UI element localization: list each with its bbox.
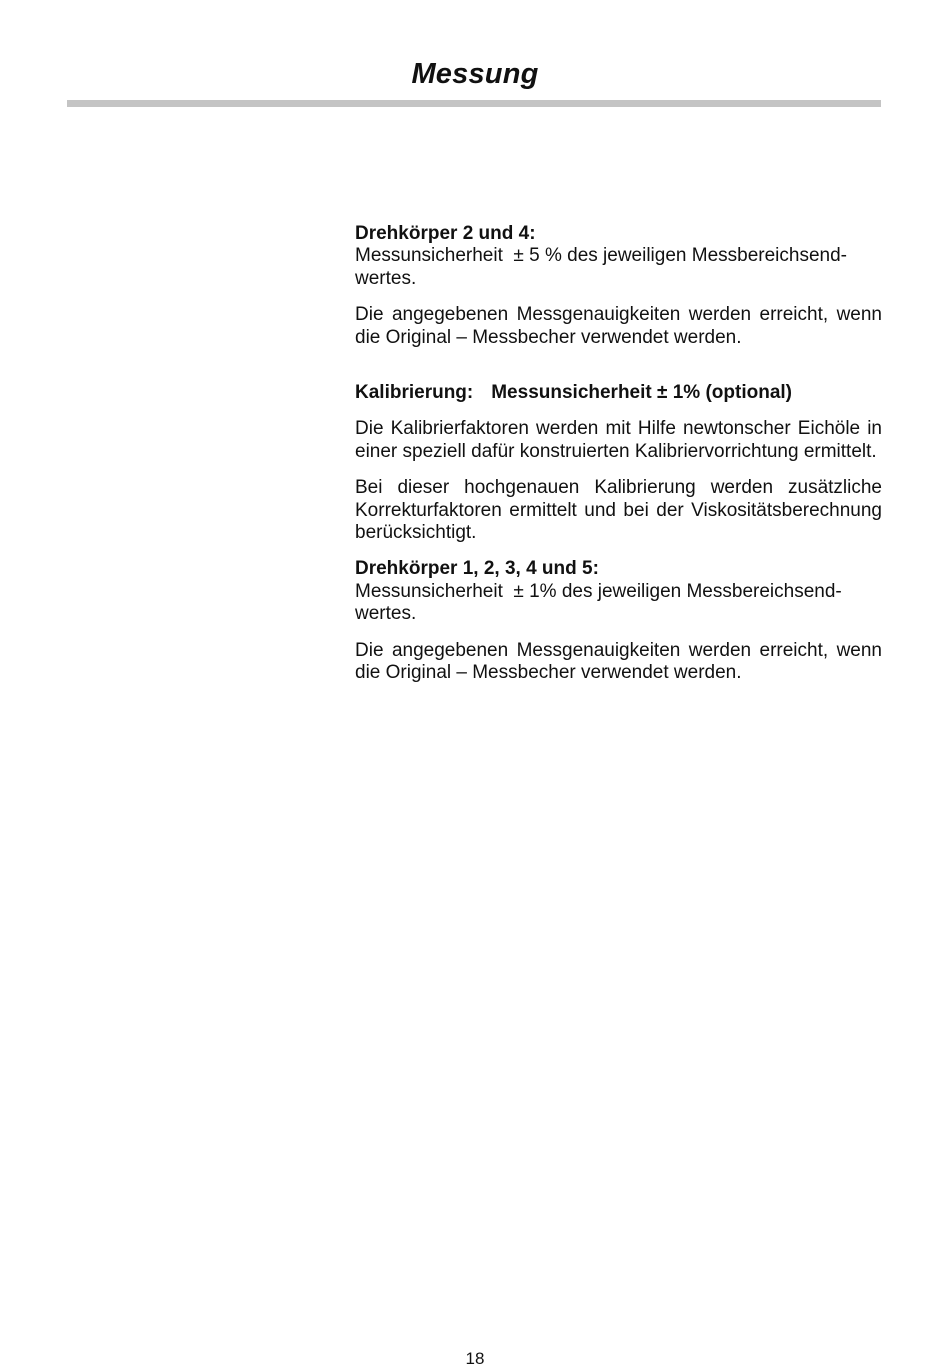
paragraph-correction-factors: Bei dieser hochgenauen Kalibrierung werden zusätzliche Korrekturfaktoren ermittelt und bei der Viskositätsberechnung berücksichtigt.	[355, 477, 882, 544]
section-drehkoerper-1-5	[355, 558, 882, 625]
main-content	[355, 223, 882, 699]
paragraph-line	[355, 245, 882, 267]
paragraph-accuracy-note: Die angegebenen Messgenauigkeiten werden erreicht, wenn die Original – Messbecher verwendet werden.	[355, 639, 882, 684]
paragraph-line	[355, 581, 882, 603]
section-drehkoerper-2-4	[355, 223, 882, 290]
page-number: 18	[465, 1349, 485, 1368]
calibration-heading	[355, 382, 882, 404]
paragraph-accuracy-note: Die angegebenen Messgenauigkeiten werden erreicht, wenn die Original – Messbecher verwendet werden.	[355, 304, 882, 348]
section-heading: Drehkörper 2 und 4:	[355, 223, 536, 244]
calibration-value: Messunsicherheit ± 1% (optional)	[491, 382, 792, 404]
paragraph-line: wertes.	[355, 267, 417, 289]
paragraph-line: wertes.	[355, 603, 417, 625]
calibration-label: Kalibrierung:	[355, 382, 474, 404]
title-rule	[67, 100, 881, 107]
paragraph-calibration-factors: Die Kalibrierfaktoren werden mit Hilfe newtonscher Eichöle in einer speziell dafür konstruierten Kalibriervorrichtung ermittelt.	[355, 418, 882, 462]
section-heading: Drehkörper 1, 2, 3, 4 und 5:	[355, 558, 599, 580]
paragraph-text: Messunsicherheit ± 1% des jeweiligen Messbereichsend-	[355, 580, 842, 602]
paragraph-text: Messunsicherheit ± 5 % des jeweiligen Messbereichsend-	[355, 245, 847, 267]
page-title: Messung	[411, 58, 539, 90]
